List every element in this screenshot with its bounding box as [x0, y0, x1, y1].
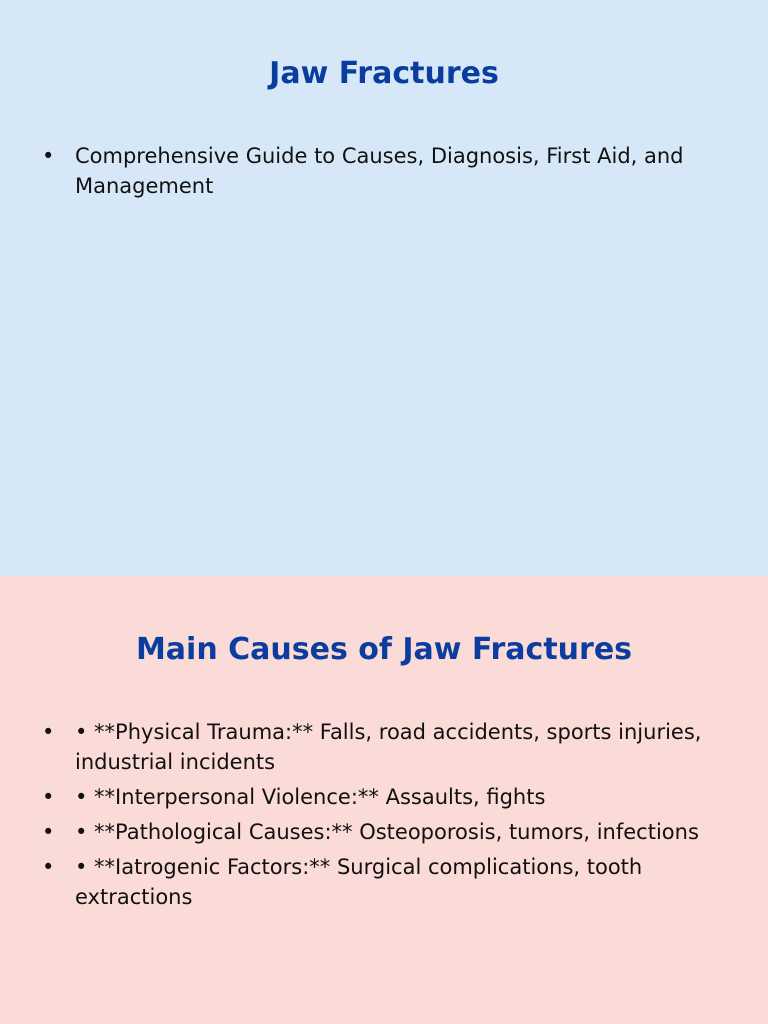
bullet-icon: •	[42, 720, 55, 744]
bullet-list	[42, 717, 702, 917]
bullet-item	[42, 817, 702, 847]
slide-title: Main Causes of Jaw Fractures	[135, 632, 633, 667]
bullet-item	[42, 717, 702, 777]
bullet-icon: •	[42, 855, 55, 879]
bullet-list	[42, 141, 702, 206]
bullet-text: Comprehensive Guide to Causes, Diagnosis, First Aid, and Management	[75, 144, 684, 198]
bullet-text: • **Physical Trauma:** Falls, road accidents, sports injuries, industrial incidents	[75, 720, 702, 774]
bullet-text: • **Iatrogenic Factors:** Surgical complications, tooth extractions	[75, 855, 643, 909]
bullet-item	[42, 141, 702, 201]
bullet-icon: •	[42, 785, 55, 809]
bullet-text: • **Pathological Causes:** Osteoporosis, tumors, infections	[75, 820, 699, 844]
bullet-icon: •	[42, 144, 55, 168]
bullet-icon: •	[42, 820, 55, 844]
slide-2	[0, 576, 768, 1024]
bullet-text: • **Interpersonal Violence:** Assaults, fights	[75, 785, 546, 809]
bullet-item	[42, 782, 702, 812]
bullet-item	[42, 852, 702, 912]
slide-title: Jaw Fractures	[269, 56, 499, 91]
